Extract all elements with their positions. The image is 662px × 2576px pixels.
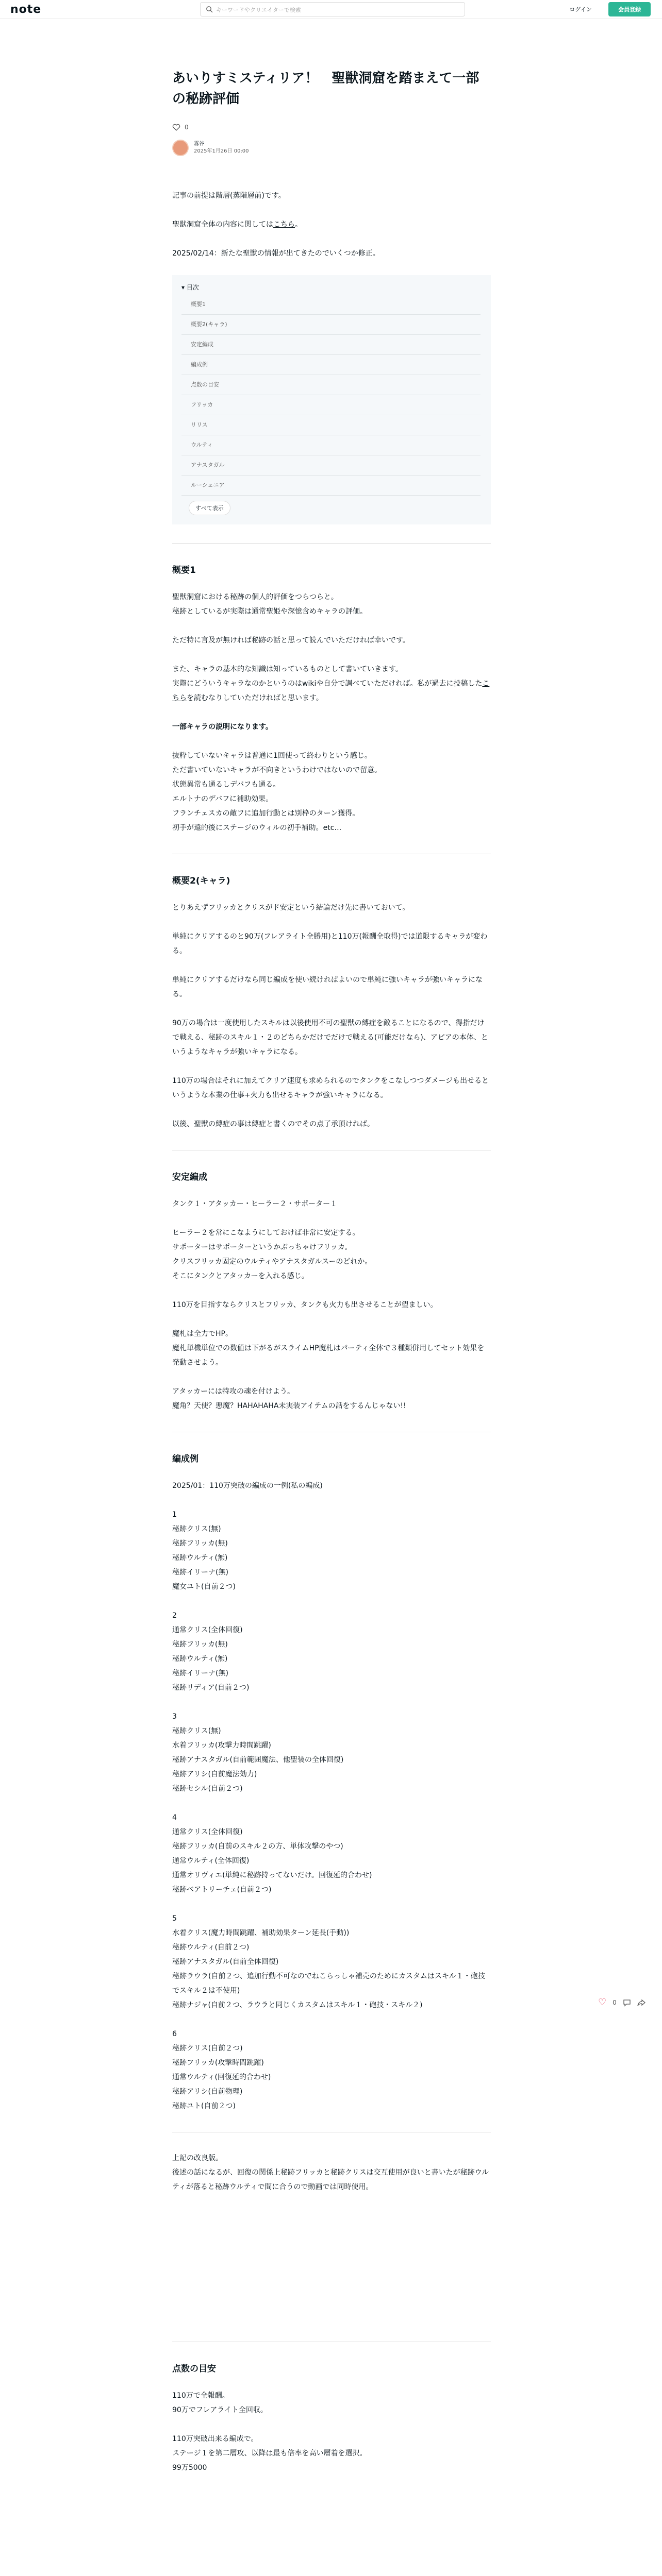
comment-icon[interactable] bbox=[623, 1998, 631, 2007]
like-row bbox=[172, 123, 491, 132]
search-box[interactable] bbox=[200, 2, 465, 16]
avatar[interactable] bbox=[172, 140, 189, 156]
cave-info-link[interactable]: こちら bbox=[273, 221, 295, 229]
paragraph: 上記の改良版。 bbox=[172, 2154, 223, 2162]
group-number: 2 bbox=[172, 1612, 177, 1620]
section-heading: 点数の目安 bbox=[172, 2364, 216, 2374]
toc-item[interactable]: 安定編成 bbox=[181, 335, 481, 355]
toc-item[interactable]: ウルティ bbox=[181, 435, 481, 455]
heart-icon[interactable] bbox=[172, 124, 180, 131]
paragraph: 110万を目指すならクリスとフリッカ、タンクも火力も出させることが望ましい。 bbox=[172, 1301, 438, 1309]
list-item: 秘跡フリッカ(攻撃時間跳躍) bbox=[172, 2059, 264, 2067]
paragraph: とりあえずフリッカとクリスがド安定という結論だけ先に書いておいて。 bbox=[172, 904, 410, 912]
list-item: 秘跡フリッカ(無) bbox=[172, 1539, 228, 1548]
toc-item[interactable]: 編成例 bbox=[181, 355, 481, 375]
paragraph: 以後、聖獣の縛症の事は縛症と書くのでその点了承頂ければ。 bbox=[172, 1120, 374, 1128]
paragraph: 110万の場合はそれに加えてクリア速度も求められるのでタンクをこなしつつダメージも出せるというような本業の仕事+火力も出せるキャラが強いキャラになる。 bbox=[172, 1077, 489, 1099]
login-button[interactable]: ログイン bbox=[562, 2, 599, 16]
chevron-down-icon: ▾ bbox=[181, 284, 187, 291]
toc-item[interactable]: 概要1 bbox=[181, 295, 481, 315]
list-item: 水着クリス(魔力時間跳躍、補助効果ターン延長(手動)) bbox=[172, 1929, 350, 1937]
paragraph: 魔角？天使？悪魔？HAHAHAHA未実装アイテムの話をするんじゃない!! bbox=[172, 1402, 406, 1410]
section-heading: 概要2(キャラ) bbox=[172, 876, 230, 886]
paragraph: フランチェスカの敵フに追加行動とは別枠のターン獲得。 bbox=[172, 809, 360, 818]
paragraph: 記事の前提は階層(蒸階層前)です。 bbox=[172, 192, 286, 200]
list-item: 秘跡ベアトリーチェ(自前２つ) bbox=[172, 1886, 272, 1894]
floating-actions bbox=[598, 1997, 646, 2008]
past-post-link[interactable]: こちら bbox=[172, 680, 490, 702]
paragraph: また、キャラの基本的な知識は知っているものとして書いていきます。 bbox=[172, 665, 403, 673]
list-item: 水着フリッカ(攻撃力時間跳躍) bbox=[172, 1741, 271, 1750]
like-count: 0 bbox=[185, 124, 189, 131]
paragraph: ただ特に言及が無ければ秘跡の話と思って読んでいただければ幸いです。 bbox=[172, 636, 410, 645]
list-item: 秘跡ウルティ(無) bbox=[172, 1655, 228, 1663]
list-item: 秘跡ラウラ(自前２つ、追加行動不可なのでねこらっしゃ補売のためにカスタムはスキル１・砲技でスキル２は不使用) bbox=[172, 1972, 485, 1995]
paragraph: 2025/01：110万突破の編成の一例(私の編成) bbox=[172, 1482, 323, 1490]
toc-item[interactable]: アナスタガル bbox=[181, 455, 481, 476]
list-item: 秘跡アナスタガル(自前全体回復) bbox=[172, 1958, 279, 1966]
list-item: 秘跡リディア(自前２つ) bbox=[172, 1684, 250, 1692]
paragraph: 110万で全報酬。 bbox=[172, 2392, 229, 2400]
paragraph: 状態異常も通るしデバフも通る。 bbox=[172, 781, 280, 789]
article-body bbox=[172, 189, 491, 2475]
list-item: 秘跡アナスタガル(自前範囲魔法、他聖装の全体回復) bbox=[172, 1756, 344, 1764]
list-item: 秘跡ユト(自前２つ) bbox=[172, 2102, 236, 2110]
toc-item[interactable]: リリス bbox=[181, 415, 481, 435]
paragraph: 110万突破出来る編成で。 bbox=[172, 2435, 258, 2443]
list-item: 通常オリヴィエ(単純に秘跡持ってないだけ。回復延的合わせ) bbox=[172, 1871, 372, 1879]
article-title: あいりすミスティリア！ 聖獣洞窟を踏まえて一部の秘跡評価 bbox=[172, 71, 479, 107]
divider bbox=[172, 543, 491, 544]
paragraph: 秘跡としているが実際は通常聖姫や深憶含めキャラの評価。 bbox=[172, 607, 367, 616]
heart-icon[interactable]: ♡ bbox=[598, 1997, 607, 2008]
signup-button[interactable]: 会員登録 bbox=[608, 2, 651, 16]
list-item: 通常クリス(全体回復) bbox=[172, 1828, 243, 1836]
paragraph: ただ書いていないキャラが不向きというわけではないので留意。 bbox=[172, 766, 382, 774]
paragraph: 後述の話になるが、回復の関係上秘跡フリッカと秘跡クリスは交互使用が良いと書いたが秘跡ウルティが落ると秘跡ウルティで間に合うので動画では同時使用。 bbox=[172, 2168, 489, 2191]
paragraph: 90万でフレアライト全回収。 bbox=[172, 2406, 268, 2414]
list-item: 通常クリス(全体回復) bbox=[172, 1626, 243, 1634]
list-item: 秘跡フリッカ(自前のスキル２の方、単体攻撃のやつ) bbox=[172, 1842, 343, 1851]
paragraph: 一部キャラの説明になります。 bbox=[172, 723, 273, 731]
list-item: 秘跡アリシ(自前魔法効力) bbox=[172, 1770, 257, 1778]
section-heading: 安定編成 bbox=[172, 1172, 207, 1182]
toc-item[interactable]: 点数の目安 bbox=[181, 375, 481, 395]
list-item: 魔女ユト(自前２つ) bbox=[172, 1583, 236, 1591]
paragraph: 魔札は全力でHP。 bbox=[172, 1330, 233, 1338]
toc-item[interactable]: 概要2(キャラ) bbox=[181, 315, 481, 335]
paragraph: 99万5000 bbox=[172, 2464, 207, 2472]
author-block[interactable] bbox=[172, 139, 491, 157]
table-of-contents bbox=[172, 275, 491, 524]
top-bar bbox=[0, 0, 662, 19]
search-icon bbox=[206, 6, 213, 13]
paragraph: エルトナのデバフに補助効果。 bbox=[172, 795, 273, 803]
list-item: 秘跡ナジャ(自前２つ、ラウラと同じくカスタムはスキル１・砲技・スキル２) bbox=[172, 2001, 423, 2009]
list-item: 通常ウルティ(全体回復) bbox=[172, 1857, 250, 1865]
paragraph: タンク１・アタッカー・ヒーラー２・サポーター１ bbox=[172, 1200, 338, 1208]
toc-item[interactable]: フリッカ bbox=[181, 395, 481, 415]
toc-show-all-button[interactable]: すべて表示 bbox=[189, 501, 230, 515]
list-item: 秘跡セシル(自前２つ) bbox=[172, 1785, 243, 1793]
list-item: 秘跡イリーナ(無) bbox=[172, 1669, 228, 1677]
paragraph: 抜粋していないキャラは普通に1回使って終わりという感じ。 bbox=[172, 752, 372, 760]
article bbox=[172, 68, 491, 2475]
list-item: 秘跡ウルティ(無) bbox=[172, 1554, 228, 1562]
paragraph: ヒーラー２を常にこなようにしておけば非常に安定する。 bbox=[172, 1229, 360, 1237]
section-heading: 概要1 bbox=[172, 565, 196, 575]
section-heading: 編成例 bbox=[172, 1454, 198, 1464]
group-number: 3 bbox=[172, 1713, 177, 1721]
paragraph: 単純にクリアするのと90万(フレアライト全勝用)と110万(報酬全取得)では道限するキャラが変わる。 bbox=[172, 933, 488, 955]
group-number: 4 bbox=[172, 1814, 177, 1822]
paragraph: 実際にどういうキャラなのかというのはwikiや自分で調べていただければ。私が過去に投稿したこちらを読むなりしていただければと思います。 bbox=[172, 680, 490, 702]
toc-header[interactable]: ▾ 目次 bbox=[181, 284, 199, 291]
paragraph: 聖獣洞窟全体の内容に関してはこちら。 bbox=[172, 221, 302, 229]
paragraph: 初手が遠的後にステージのウィルの初手補助。etc… bbox=[172, 824, 342, 832]
update-note: 2025/02/14：新たな聖獣の情報が出てきたのでいくつか修正。 bbox=[172, 249, 380, 258]
list-item: 秘跡ウルティ(自前２つ) bbox=[172, 1943, 250, 1952]
group-number: 1 bbox=[172, 1511, 177, 1519]
paragraph: 聖獣洞窟における秘跡の個人的評価をつらつらと。 bbox=[172, 593, 338, 601]
group-number: 6 bbox=[172, 2030, 177, 2038]
paragraph: 90万の場合は一度使用したスキルは以後使用不可の聖獣の縛症を敵ることになるので、得指だけで戦える、秘跡のスキル１・２のどちらかだけでだけで戦える(可能だけなら)、アピアの本体、というようなキャラが強いキャラになる。 bbox=[172, 1019, 488, 1056]
toc-item[interactable]: ルーシェニア bbox=[181, 476, 481, 496]
group-number: 5 bbox=[172, 1914, 177, 1923]
share-icon[interactable] bbox=[637, 1998, 646, 2007]
paragraph: サポーターはサポーターというかぶっちゃけフリッカ。 bbox=[172, 1243, 352, 1251]
list-item: 秘跡クリス(無) bbox=[172, 1525, 221, 1533]
paragraph: そこにタンクとアタッカーを入れる感じ。 bbox=[172, 1272, 309, 1280]
list-item: 秘跡フリッカ(無) bbox=[172, 1640, 228, 1649]
list-item: 秘跡アリシ(自前物理) bbox=[172, 2088, 243, 2096]
list-item: 秘跡クリス(自前２つ) bbox=[172, 2044, 243, 2053]
paragraph: 魔札単機単位での数値は下がるがスライムHP魔札はパーティ全体で３種類併用してセット効果を発動させよう。 bbox=[172, 1344, 485, 1367]
post-date: 2025年1月26日 00:00 bbox=[194, 148, 249, 154]
paragraph: 単純にクリアするだけなら同じ編成を使い続ければよいので単純に強いキャラが強いキャラになる。 bbox=[172, 976, 483, 998]
note-logo[interactable]: note bbox=[10, 3, 42, 16]
list-item: 秘跡イリーナ(無) bbox=[172, 1568, 228, 1577]
list-item: 通常ウルティ(回復延的合わせ) bbox=[172, 2073, 271, 2081]
search-input[interactable] bbox=[216, 5, 458, 15]
author-name[interactable]: 霧谷 bbox=[194, 141, 204, 147]
floating-like-count: 0 bbox=[613, 1998, 617, 2006]
list-item: 秘跡クリス(無) bbox=[172, 1727, 221, 1735]
paragraph: ステージ１を第二層攻、以降は最も倍率を高い層着を選択。 bbox=[172, 2449, 367, 2458]
paragraph: アタッカーには特攻の魂を付けよう。 bbox=[172, 1387, 295, 1396]
paragraph: クリスフリッカ固定のウルティやアナスタガルスーのどれか。 bbox=[172, 1258, 372, 1266]
